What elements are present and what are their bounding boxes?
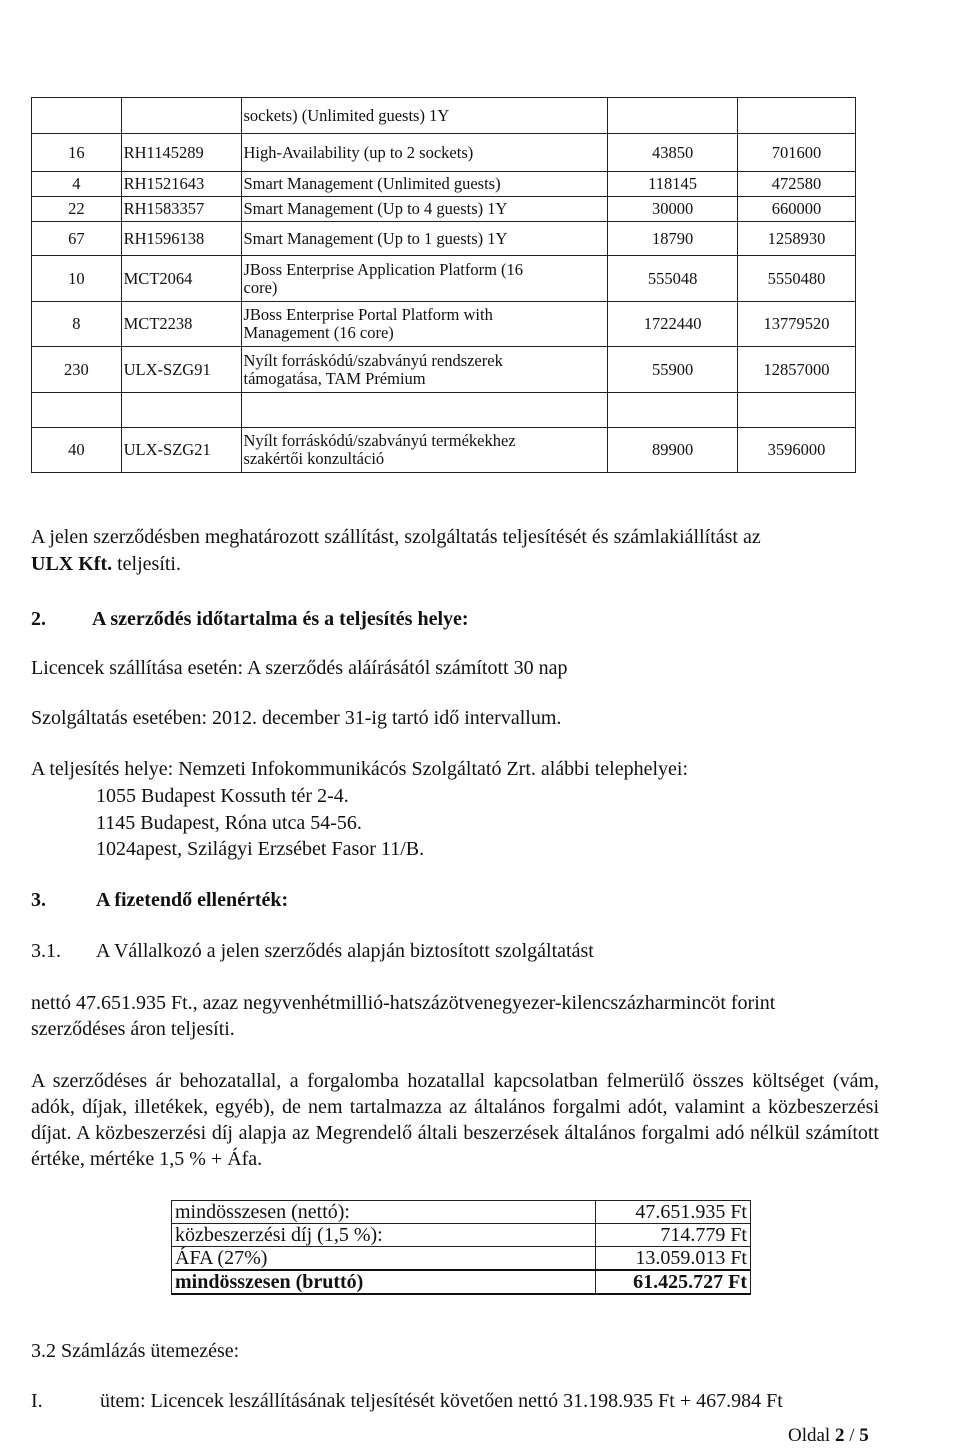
table-row (32, 197, 856, 222)
description-line: High-Availability (up to 2 sockets) (243, 142, 474, 162)
unit-price-cell: 555048 (608, 256, 738, 302)
line-total-cell: 12857000 (738, 347, 856, 393)
product-code-cell: ULX-SZG91 (121, 347, 241, 393)
unit-price-cell: 1722440 (608, 302, 738, 347)
totals-value: 61.425.727 Ft (596, 1270, 751, 1294)
qty-cell: 22 (32, 197, 122, 222)
table-row (32, 222, 856, 256)
billing-stage-number: I. (31, 1390, 43, 1412)
net-price-line-1: nettó 47.651.935 Ft., azaz negyvenhétmillió-hatszázötvenegyezer-kilencszázharmincöt forint (31, 992, 776, 1014)
totals-row (172, 1201, 751, 1224)
product-code-cell: RH1521643 (121, 172, 241, 197)
address-2: 1145 Budapest, Róna utca 54-56. (96, 812, 362, 834)
table-row (32, 302, 856, 347)
billing-stage-text: ütem: Licencek leszállításának teljesítését követően nettó 31.198.935 Ft + 467.984 Ft (100, 1390, 783, 1412)
line-total-cell: 1258930 (738, 222, 856, 256)
cost-paragraph: A szerződéses ár behozatallal, a forgalomba hozatallal kapcsolatban felmerülő összes költséget (vám, adók, díjak, illetékek, egyéb), de nem tartalmazza az általános forgalmi adót, valamint a közbeszerzési díjat. A közbeszerzési díj alapja az Megrendelő általi beszerzések általános forgalmi adó nélkül számított értéke, mértéke 1,5 % + Áfa. (31, 1070, 879, 1170)
product-code-cell: RH1596138 (121, 222, 241, 256)
product-code-cell: MCT2238 (121, 302, 241, 347)
description-line: Management (16 core) (243, 323, 394, 342)
section-3-1-text: A Vállalkozó a jelen szerződés alapján biztosított szolgáltatást (96, 940, 594, 962)
unit-price-cell (608, 98, 738, 134)
totals-label: közbeszerzési díj (1,5 %): (172, 1224, 596, 1247)
description-cell (241, 134, 608, 172)
totals-row (172, 1224, 751, 1247)
table-row (32, 172, 856, 197)
qty-cell: 4 (32, 172, 122, 197)
net-price-line-2: szerződéses áron teljesíti. (31, 1018, 235, 1040)
line-total-cell (738, 98, 856, 134)
totals-value: 13.059.013 Ft (596, 1247, 751, 1271)
licence-delivery-text: Licencek szállítása esetén: A szerződés aláírásától számított 30 nap (31, 657, 568, 679)
service-period-text: Szolgáltatás esetében: 2012. december 31-ig tartó idő intervallum. (31, 707, 562, 729)
intro-line-2: ULX Kft. teljesíti. (31, 553, 181, 575)
line-total-cell: 13779520 (738, 302, 856, 347)
section-3-title: A fizetendő ellenérték: (96, 889, 289, 911)
unit-price-cell: 89900 (608, 428, 738, 473)
qty-cell (32, 98, 122, 134)
line-total-cell: 3596000 (738, 428, 856, 473)
totals-value: 47.651.935 Ft (596, 1201, 751, 1224)
totals-row (172, 1247, 751, 1271)
address-3: 1024apest, Szilágyi Erzsébet Fasor 11/B. (96, 838, 425, 860)
section-3-number: 3. (31, 889, 46, 911)
line-total-cell: 701600 (738, 134, 856, 172)
line-total-cell: 660000 (738, 197, 856, 222)
table-row (32, 347, 856, 393)
qty-cell: 8 (32, 302, 122, 347)
totals-label: ÁFA (27%) (172, 1247, 596, 1271)
section-3-1-number: 3.1. (31, 940, 61, 962)
qty-cell: 16 (32, 134, 122, 172)
description-line: core) (243, 277, 278, 297)
description-line: Nyílt forráskódú/szabványú termékekhez (243, 431, 516, 450)
description-cell (241, 172, 608, 197)
description-line: szakértői konzultáció (243, 449, 385, 468)
qty-cell: 10 (32, 256, 122, 302)
table-spacer-row (32, 393, 856, 428)
totals-label: mindösszesen (nettó): (172, 1201, 596, 1224)
product-code-cell (121, 98, 241, 134)
billing-heading: 3.2 Számlázás ütemezése: (31, 1340, 240, 1362)
description-line: sockets) (Unlimited guests) 1Y (243, 105, 450, 125)
totals-table (171, 1200, 751, 1295)
description-line: Smart Management (Up to 4 guests) 1Y (243, 199, 508, 218)
description-cell (241, 197, 608, 222)
unit-price-cell: 30000 (608, 197, 738, 222)
qty-cell: 40 (32, 428, 122, 473)
product-code-cell: ULX-SZG21 (121, 428, 241, 473)
page-current: 2 (834, 1425, 845, 1446)
qty-cell: 230 (32, 347, 122, 393)
product-code-cell: MCT2064 (121, 256, 241, 302)
line-total-cell: 472580 (738, 172, 856, 197)
table-row (32, 98, 856, 134)
description-cell (241, 256, 608, 302)
unit-price-cell: 118145 (608, 172, 738, 197)
description-line: JBoss Enterprise Application Platform (16 (243, 259, 524, 279)
page-number: Oldal 2 / 5 (788, 1425, 869, 1446)
description-line: Smart Management (Unlimited guests) (243, 174, 501, 193)
description-cell (241, 347, 608, 393)
line-total-cell: 5550480 (738, 256, 856, 302)
table-row (32, 256, 856, 302)
product-code-cell: RH1583357 (121, 197, 241, 222)
place-of-performance: A teljesítés helye: Nemzeti Infokommunikácós Szolgáltató Zrt. alábbi telephelyei: (31, 758, 689, 780)
unit-price-cell: 55900 (608, 347, 738, 393)
section-2-title: A szerződés időtartalma és a teljesítés helye: (92, 608, 469, 630)
unit-price-cell: 18790 (608, 222, 738, 256)
description-line: támogatása, TAM Prémium (243, 368, 426, 388)
table-row (32, 428, 856, 473)
totals-row (172, 1270, 751, 1294)
description-line: Nyílt forráskódú/szabványú rendszerek (243, 350, 503, 370)
description-cell (241, 98, 608, 134)
description-cell (241, 222, 608, 256)
description-line: Smart Management (Up to 1 guests) 1Y (243, 228, 508, 248)
address-1: 1055 Budapest Kossuth tér 2-4. (96, 785, 349, 807)
description-cell (241, 302, 608, 347)
intro-line-1: A jelen szerződésben meghatározott szállítást, szolgáltatás teljesítését és számlakiállítást az (31, 526, 761, 548)
items-table (31, 97, 856, 473)
totals-value: 714.779 Ft (596, 1224, 751, 1247)
qty-cell: 67 (32, 222, 122, 256)
table-row (32, 134, 856, 172)
company-name: ULX Kft. (31, 553, 113, 575)
description-line: JBoss Enterprise Portal Platform with (243, 305, 493, 324)
product-code-cell: RH1145289 (121, 134, 241, 172)
description-cell (241, 428, 608, 473)
page-total: 5 (859, 1425, 869, 1446)
unit-price-cell: 43850 (608, 134, 738, 172)
section-2-number: 2. (31, 608, 46, 630)
totals-label: mindösszesen (bruttó) (172, 1270, 596, 1294)
